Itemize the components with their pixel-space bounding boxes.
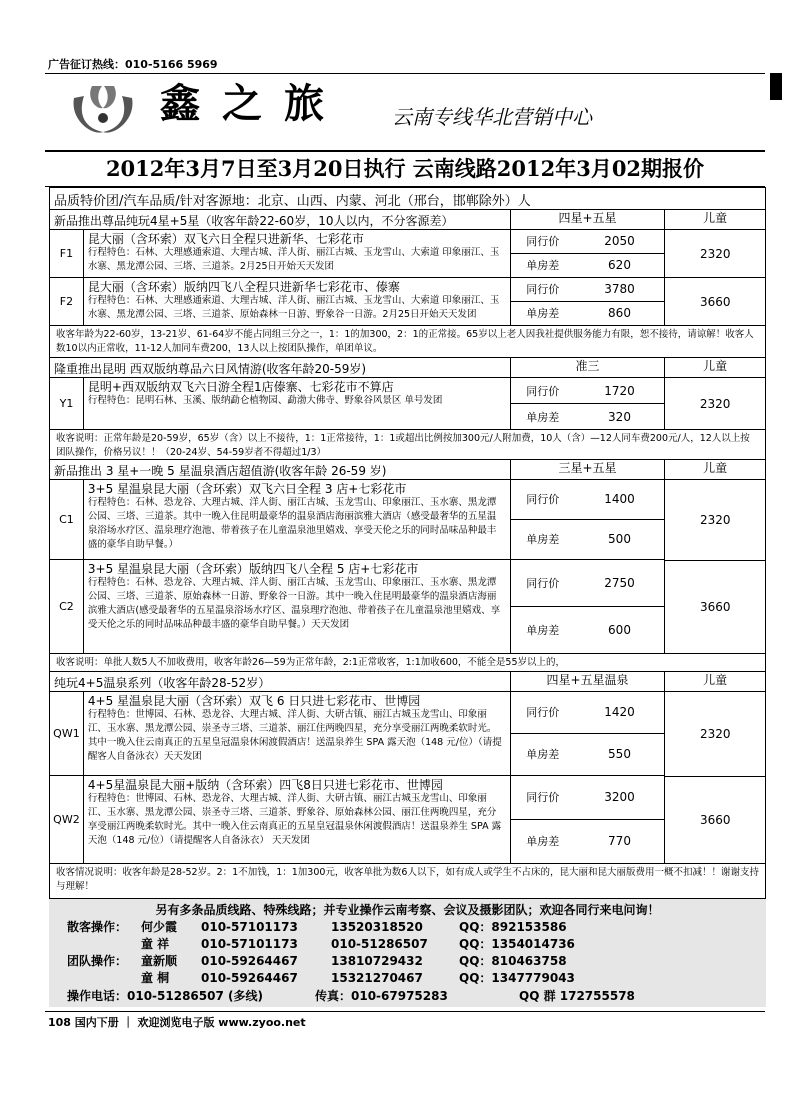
product-code: C1: [50, 480, 84, 559]
single-label: 单房差: [526, 410, 560, 424]
section-title: 新品推出尊品纯玩4星+5星（收客年龄22-60岁，10人以内，不分客源差）: [50, 210, 511, 229]
product-title: 4+5 星温泉昆大丽（含环索）双飞 6 日只进七彩花市、世博园: [87, 694, 421, 708]
section-note: [50, 326, 765, 358]
fax-number: 传真：010-67975283: [315, 989, 448, 1003]
section-note: [50, 430, 765, 460]
product-row: [50, 560, 665, 653]
product-row: [50, 776, 665, 863]
section-title: 纯玩4+5温泉系列（收客年龄28-52岁）: [50, 672, 511, 691]
contact-mobile: 15321270467: [331, 971, 423, 985]
contact-tel: 010-57101173: [201, 920, 298, 934]
section-note: [50, 654, 765, 672]
brand-subtitle: 云南专线华北营销中心: [392, 105, 592, 129]
single-value: 500: [608, 532, 631, 547]
section-note: [50, 864, 765, 898]
note-text: 收客情况说明：收客年龄是28-52岁。2：1不加钱，1：1加300元，收客单批为数6人以下，如有成人或学生不占床的，昆大丽和昆大丽版费用一概不扣减！！谢谢支持与理解！: [56, 867, 759, 892]
hotel-class: 准三: [511, 358, 666, 377]
ops-phone: 操作电话：010-51286507 (多线): [67, 989, 263, 1003]
single-label: 单房差: [526, 259, 560, 273]
product-feature: 行程特色：石林、恐龙谷、大理古城、洋人街、丽江古城、玉龙雪山、印象丽江、玉水寨、黑龙潭公园、三塔、三道茶。其中一晚入住昆明最豪华的温泉酒店海丽滨雅大酒店（感受最奢华的五星温泉浴场水疗区、温泉理疗泡池、带着孩子在儿童温泉池里嬉戏、享受天伦之乐的同时品味品种最丰盛的豪华自助早餐。）: [87, 497, 497, 550]
contact-name: 童 桐: [141, 971, 170, 985]
contact-panel: [49, 899, 766, 1007]
price-value: 2750: [604, 575, 635, 590]
single-value: 320: [608, 409, 631, 424]
price-label: 同行价: [526, 706, 560, 720]
children-header: 儿童: [703, 359, 728, 373]
section-header: [50, 210, 765, 230]
contact-name: 何少霞: [141, 920, 178, 934]
product-row: [50, 480, 665, 560]
product-row: [50, 378, 765, 430]
price-value: 1420: [604, 705, 635, 720]
product-title: 昆大丽（含环索）双飞六日全程只进新华、七彩花市: [87, 232, 364, 246]
price-value: 3780: [604, 282, 635, 297]
note-text: 收客说明：单批人数5人不加收费用，收客年龄26—59为正常年龄，2:1正常收客，1:1加收600，不能全是55岁以上的，: [56, 657, 566, 668]
children-header: 儿童: [703, 461, 728, 475]
product-row: [50, 230, 665, 278]
hotel-class: 三星+五星: [511, 460, 666, 479]
product-group: [50, 692, 765, 864]
section-title: 隆重推出昆明 西双版纳尊品六日风情游(收客年龄20-59岁): [50, 358, 511, 377]
contact-label: 团队操作：: [67, 954, 128, 968]
child-price: 3660: [700, 294, 731, 309]
contact-mobile: 13520318520: [331, 920, 423, 934]
product-feature: 行程特色：昆明石林、玉溪、版纳勐仑植物园、勐渤大佛寺、野象谷风景区 单号发团: [87, 395, 443, 406]
contact-mobile: 13810729432: [331, 954, 423, 968]
contact-tel: 010-59264467: [201, 954, 298, 968]
brand-name: 鑫之旅: [160, 80, 346, 127]
contact-tel: 010-59264467: [201, 971, 298, 985]
child-price: 2320: [665, 480, 765, 561]
product-code: C2: [50, 560, 84, 653]
children-header: 儿童: [703, 673, 728, 687]
child-price: 3660: [700, 813, 731, 827]
intro-text: 品质特价团/汽车品质/针对客源地：北京、山西、内蒙、河北（邢台，邯郸除外）人: [54, 194, 531, 209]
single-label: 单房差: [526, 533, 560, 547]
page-title: 2012年3月7日至3月20日执行 云南线路2012年3月02期报价: [45, 150, 765, 187]
product-feature: 行程特色：石林、大理感通索道、大理古城、洋人街、丽江古城、玉龙雪山、大索道 印象丽江、玉水寨、黑龙潭公园、三塔、三道茶、原始森林一日游、野象谷一日游。2月25日开始天天发团: [87, 294, 500, 320]
hotel-class: 四星+五星温泉: [511, 672, 666, 691]
child-price: 2320: [699, 396, 731, 411]
product-title: 3+5 星温泉昆大丽（含环索）双飞六日全程 3 店+七彩花市: [87, 482, 407, 496]
price-label: 同行价: [526, 576, 560, 590]
single-label: 单房差: [526, 835, 560, 849]
section-title: 新品推出 3 星+一晚 5 星温泉酒店超值游(收客年龄 26-59 岁): [50, 460, 511, 479]
price-label: 同行价: [526, 791, 560, 805]
product-code: Y1: [50, 378, 84, 429]
ad-hotline: 广告征订热线：010-5166 5969: [48, 58, 218, 71]
single-label: 单房差: [526, 307, 560, 321]
single-value: 860: [608, 306, 631, 321]
page-footer: 108 国内下册 ｜ 欢迎浏览电子版 www.zyoo.net: [48, 1016, 306, 1029]
product-feature: 行程特色：世博园、石林、恐龙谷、大理古城、洋人街、大研古镇、丽江古城玉龙雪山、印象丽江、玉水寨、黑龙潭公园、崇圣寺三塔、三道茶、野象谷、原始森林公园、丽江住两晚四星，充分享受丽江两晚柔软时光。其中一晚入住云南真正的五星皇冠温泉休闲渡假酒店！送温泉养生 SPA 露天泡（148 元/位）（请提醒客人自备泳衣） 天天发团: [87, 792, 502, 846]
product-code: F2: [50, 278, 84, 326]
child-price: 2320: [665, 230, 765, 278]
contact-name: 童 祥: [141, 937, 170, 951]
product-feature: 行程特色：石林、恐龙谷、大理古城、洋人街、丽江古城、玉龙雪山、印象丽江、玉水寨、黑龙潭公园、三塔、三道茶、原始森林一日游、野象谷一日游。其中一晚入住昆明最豪华的温泉酒店海丽滨雅大酒店(感受最奢华的五星温泉浴场水疗区、温泉理疗泡池、带着孩子在儿童温泉池里嬉戏、享受天伦之乐的同时品味品种最丰盛的豪华自助早餐。）天天发团: [87, 576, 501, 630]
note-text: 收客说明：正常年龄是20-59岁，65岁（含）以上不接待，1：1正常接待，1：1或超出比例按加300元/人附加费，10人（含）—12人同车费200元/人，12人以上按团队操作，价格另议！！（20-24岁、54-59岁者不得超过1/3）: [56, 433, 750, 458]
product-group: [50, 230, 765, 326]
single-value: 770: [608, 834, 631, 849]
children-header: 儿童: [703, 211, 728, 225]
price-label: 同行价: [526, 283, 560, 297]
side-marker: [770, 73, 782, 100]
contact-headline: 另有多条品质线路、特殊线路；并专业操作云南考察、会议及摄影团队；欢迎各同行来电问询！: [155, 903, 660, 917]
single-label: 单房差: [526, 623, 560, 637]
product-code: F1: [50, 230, 84, 277]
price-value: 3200: [604, 790, 635, 805]
product-code: QW1: [50, 692, 84, 775]
product-row: [50, 278, 665, 326]
single-value: 550: [608, 747, 631, 762]
price-value: 1720: [604, 383, 635, 398]
section-header: [50, 358, 765, 378]
single-label: 单房差: [526, 748, 560, 762]
top-rule: [45, 73, 765, 74]
qq-group: QQ 群 172755578: [519, 989, 635, 1003]
child-price: 2320: [665, 692, 765, 777]
contact-tel: 010-57101173: [201, 937, 298, 951]
footer-rule: [45, 1011, 765, 1012]
contact-label: 散客操作：: [67, 920, 128, 934]
product-row: [50, 692, 665, 776]
price-label: 同行价: [526, 493, 560, 507]
product-title: 3+5 星温泉昆大丽（含环索）版纳四飞八全程 5 店+七彩花市: [87, 561, 419, 576]
hotel-class: 四星+五星: [511, 210, 666, 229]
contact-qq: QQ：1354014736: [459, 937, 575, 951]
product-title: 昆大丽（含环索）版纳四飞八全程只进新华七彩花市、傣寨: [87, 279, 400, 294]
single-value: 600: [608, 622, 631, 637]
product-feature: 行程特色：世博园、石林、恐龙谷、大理古城、洋人街、大研古镇、丽江古城玉龙雪山、印象丽江、玉水寨、黑龙潭公园、崇圣寺三塔、三道茶、丽江住两晚四星，充分享受丽江两晚柔软时光。其中一晚入住云南真正的五星皇冠温泉休闲渡假酒店！送温泉养生 SPA 露天泡（148 元/位）（请提醒客人自备泳衣）天天发团: [87, 709, 502, 762]
contact-qq: QQ：892153586: [459, 920, 567, 934]
single-value: 620: [608, 258, 631, 273]
contact-mobile: 010-51286507: [331, 937, 428, 951]
note-text: 收客年龄为22-60岁，13-21岁、61-64岁不能占同组三分之一，1：1的加300，2：1的正常接。65岁以上老人因我社提供服务能力有限，恕不接待，请谅解！收客人数10以内正常收，11-12人加同车费200，13人以上按团队操作，单团单议。: [56, 329, 754, 354]
product-code: QW2: [50, 776, 84, 863]
section-header: [50, 460, 765, 480]
product-feature: 行程特色：石林、大理感通索道、大理古城、洋人街、丽江古城、玉龙雪山、大索道 印象丽江、玉水寨、黑龙潭公园、三塔、三道茶。2月25日开始天天发团: [87, 247, 500, 272]
child-price: 3660: [700, 600, 731, 614]
price-label: 同行价: [526, 384, 560, 398]
product-title: 4+5星温泉昆大丽+版纳（含环索）四飞8日只进七彩花市、世博园: [87, 777, 443, 792]
contact-qq: QQ：1347779043: [459, 971, 575, 985]
contact-name: 童新顺: [141, 954, 178, 968]
product-title: 昆明+西双版纳双飞六日游全程1店傣寨、七彩花市不算店: [87, 380, 394, 394]
price-label: 同行价: [526, 235, 560, 249]
intro-row: [50, 188, 765, 210]
price-value: 1400: [604, 492, 635, 507]
contact-qq: QQ：810463758: [459, 954, 567, 968]
section-header: [50, 672, 765, 692]
price-value: 2050: [604, 234, 635, 249]
price-table: [49, 187, 766, 899]
brand-logo-icon: [62, 80, 144, 142]
product-group: [50, 480, 765, 654]
